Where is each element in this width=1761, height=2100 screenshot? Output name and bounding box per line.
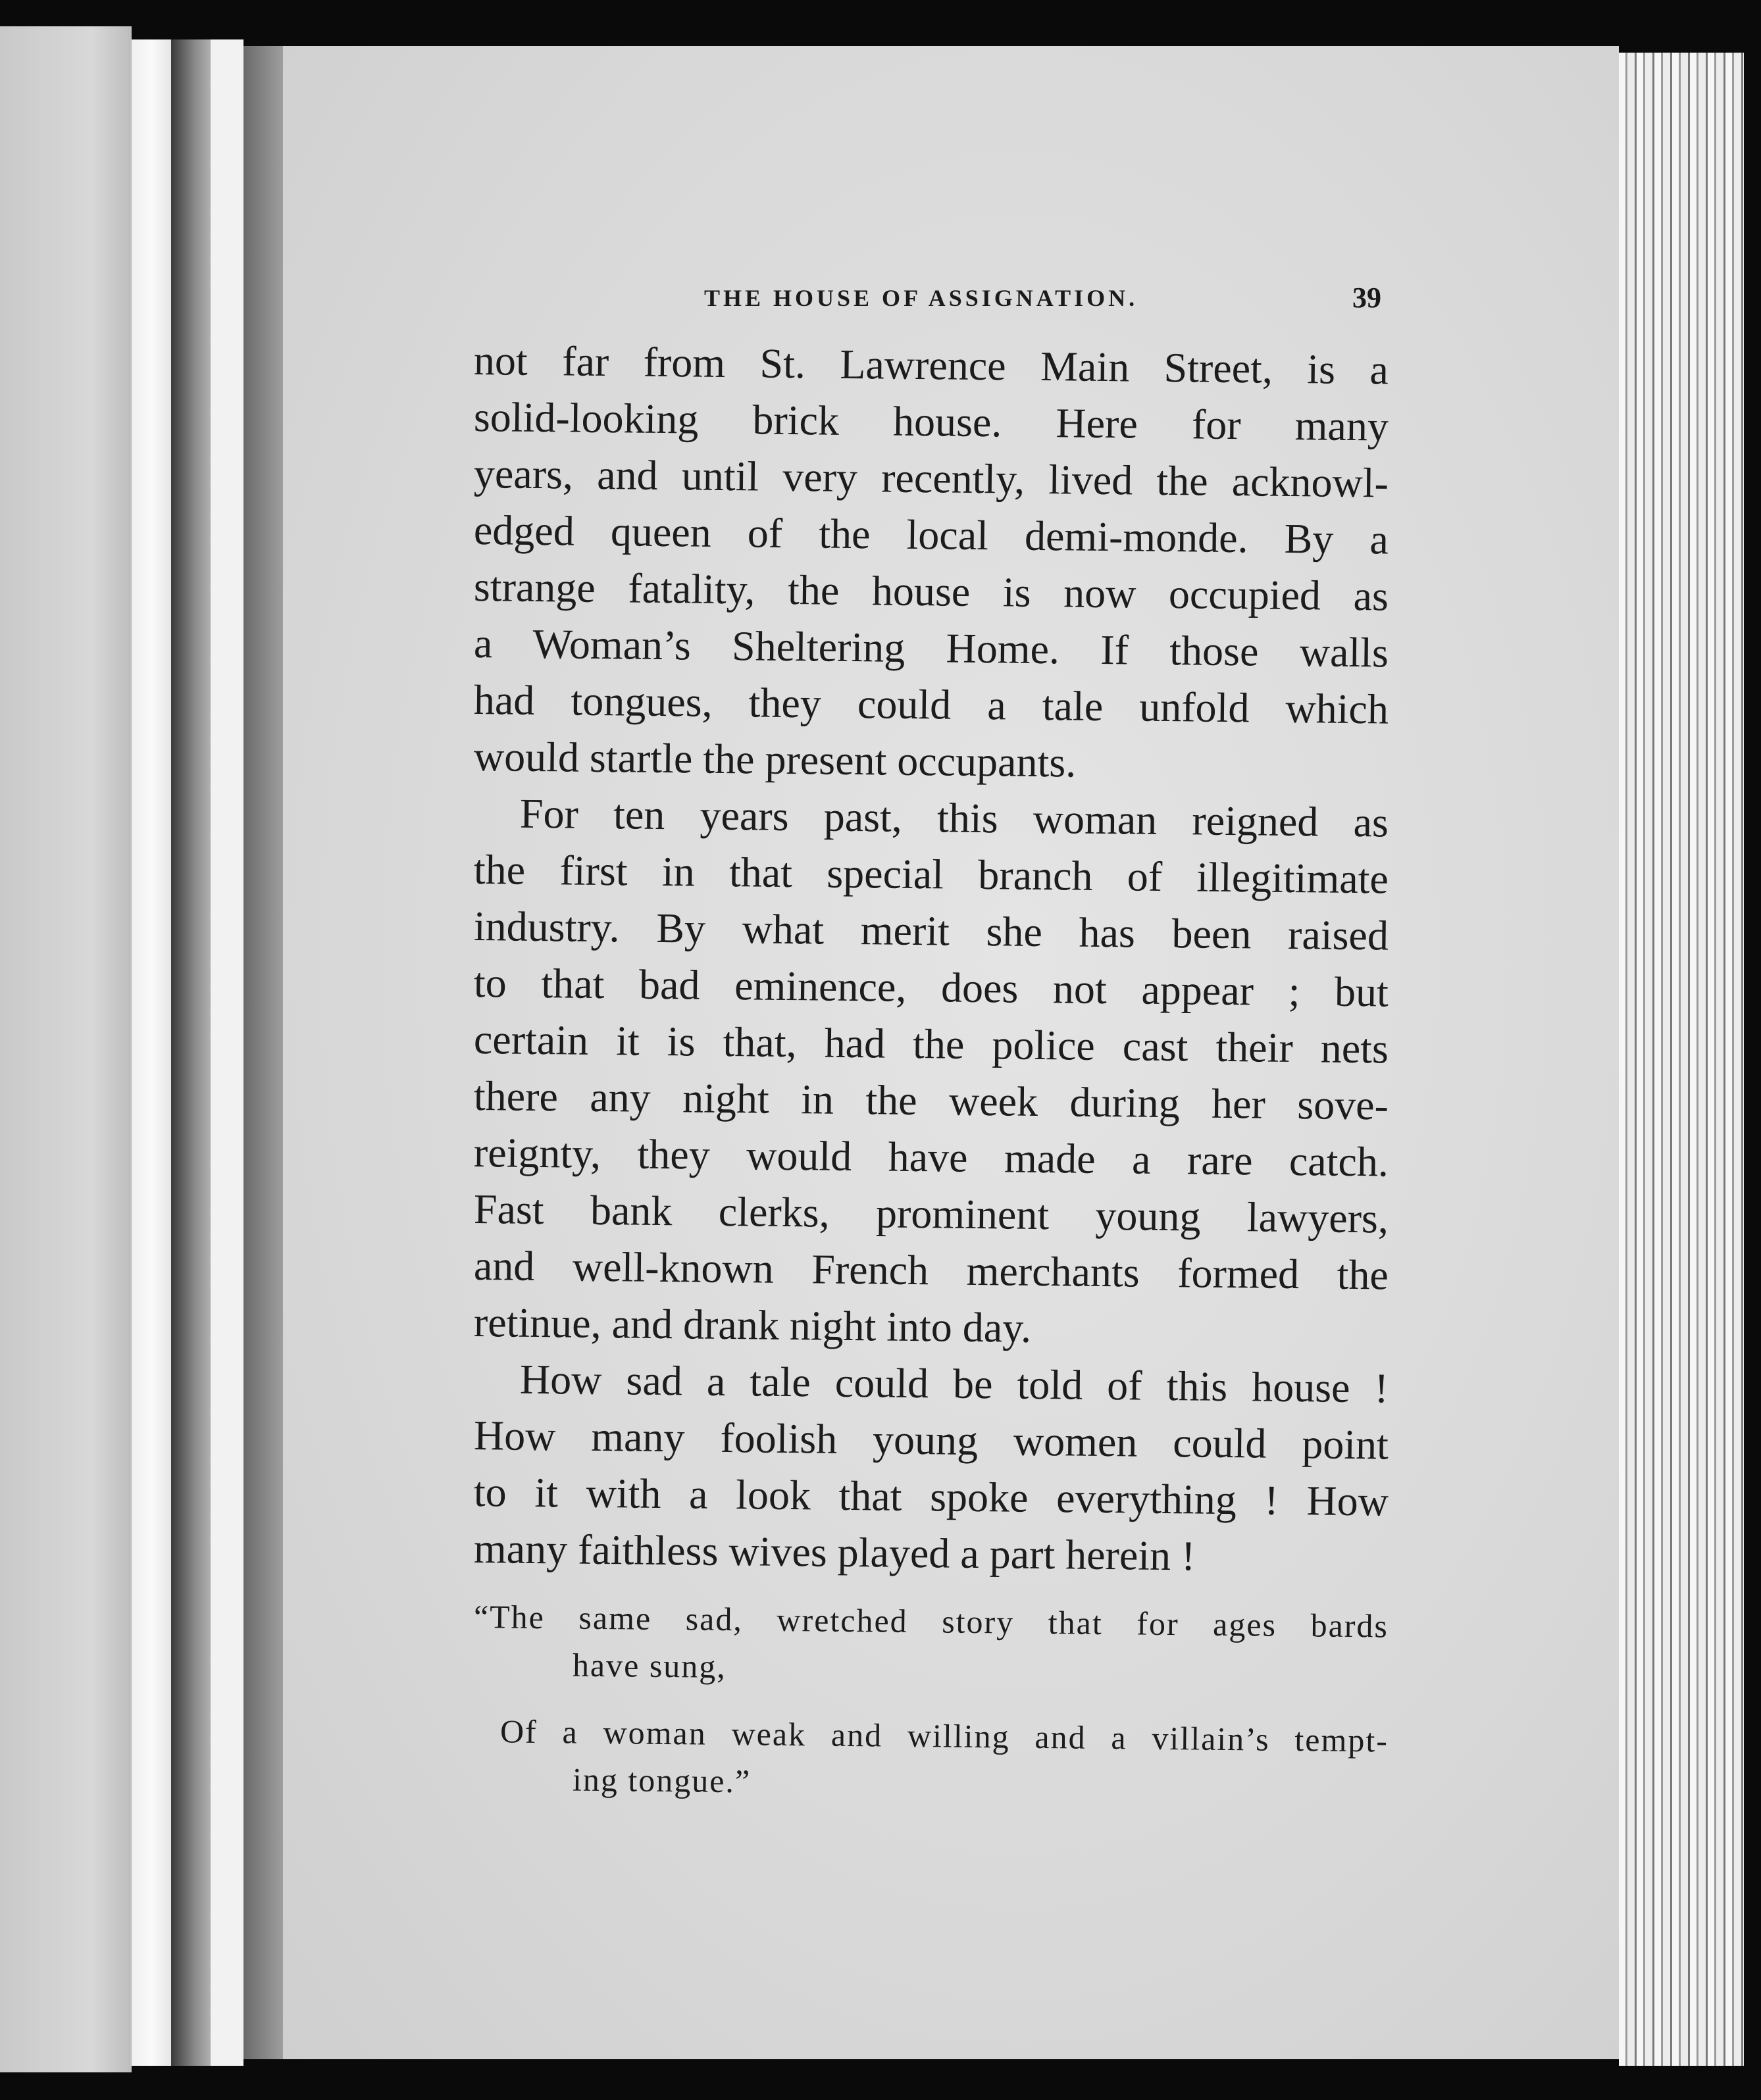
verse-line: have sung, (572, 1646, 727, 1686)
left-page-edge (132, 39, 171, 2066)
text-line: to that bad eminence, does not appear ; but (473, 959, 1389, 1016)
verse-line: “The same sad, wretched story that for ages bards (473, 1598, 1389, 1645)
book-gutter-highlight (211, 39, 243, 2066)
text-line: many faithless wives played a part herein ! (473, 1525, 1196, 1580)
text-line: would startle the present occupants. (473, 733, 1077, 786)
text-line: certain it is that, had the police cast their nets (473, 1016, 1389, 1072)
text-line: retinue, and drank night into day. (473, 1299, 1032, 1351)
text-line: years, and until very recently, lived the acknowl- (473, 450, 1389, 507)
text-line: solid-looking brick house. Here for many (473, 393, 1389, 450)
right-page-stack (1619, 53, 1744, 2066)
book-gutter-inner (243, 46, 283, 2059)
text-line: a Woman’s Sheltering Home. If those walls (473, 620, 1389, 676)
text-line: industry. By what merit she has been raised (473, 903, 1389, 959)
text-line: For ten years past, this woman reigned as (519, 789, 1389, 846)
text-line: had tongues, they could a tale unfold which (473, 676, 1389, 733)
verse-quotation (474, 1593, 1389, 1802)
left-facing-page (0, 26, 132, 2072)
page-number: 39 (1352, 282, 1381, 314)
text-line: reignty, they would have made a rare catch. (473, 1129, 1389, 1186)
text-line: to it with a look that spoke everything ! How (473, 1468, 1389, 1525)
verse-line: ing tongue.” (572, 1761, 752, 1800)
body-text (474, 332, 1389, 1802)
text-line: the first in that special branch of illegitimate (473, 846, 1389, 903)
running-head: THE HOUSE OF ASSIGNATION. (704, 285, 1138, 311)
verse-line: Of a woman weak and willing and a villain’s tempt- (499, 1713, 1389, 1759)
text-line: edged queen of the local demi-monde. By a (473, 507, 1389, 563)
text-line: and well-known French merchants formed the (473, 1242, 1389, 1299)
text-line: How sad a tale could be told of this house ! (519, 1355, 1389, 1412)
book-gutter-shadow (171, 39, 211, 2066)
text-line: Fast bank clerks, prominent young lawyers, (473, 1186, 1389, 1242)
text-line: How many foolish young women could point (473, 1412, 1389, 1468)
text-line: strange fatality, the house is now occupied as (473, 563, 1389, 620)
text-line: not far from St. Lawrence Main Street, is a (473, 337, 1389, 393)
text-line: there any night in the week during her sove- (473, 1072, 1389, 1129)
